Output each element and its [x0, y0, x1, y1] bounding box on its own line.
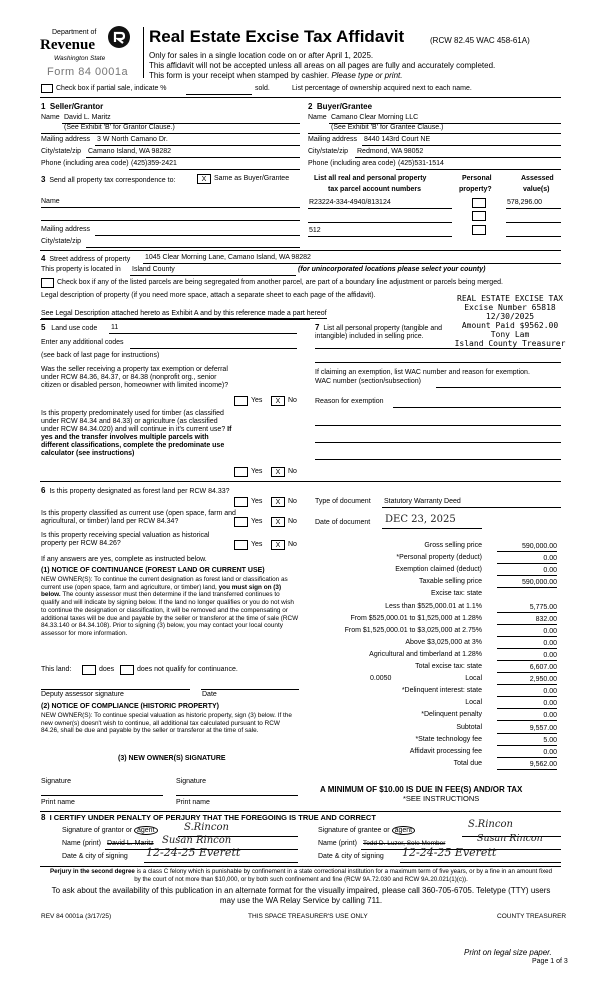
no-label: No — [288, 518, 297, 525]
calc-value[interactable]: 0.00 — [497, 639, 557, 649]
rule — [41, 133, 300, 134]
rule — [506, 222, 561, 223]
rule — [315, 425, 561, 426]
rule — [40, 811, 561, 812]
grantor-signature[interactable]: S.Rincon — [184, 822, 229, 833]
calc-value[interactable]: 2,950.00 — [497, 675, 557, 685]
legal-desc[interactable]: See Legal Description attached hereto as Exhibit A and by this reference made a part hereof — [41, 310, 327, 319]
grantor-date-label: Date & city of signing — [62, 853, 128, 860]
continuance-text: NEW OWNER(S): To continue the current designation as forest land or classification as current use (open space, farm and agriculture, or timber) land, you must sign on (3) below. The county assessor must then determine if the land transferred continues to qualify and will indicate by signing below. If the land no longer qualifies or you do not wish to continue the designation or classification, it will be removed and the compensating or additional taxes will be due and payable by the seller or transferor at the time of sale (RCW 84.33.140 or 84.34.108). Prior to signing (3) below, you may contact your local county assessor for more information. — [41, 576, 299, 637]
q2-no-checkbox[interactable]: X — [271, 467, 285, 477]
title-citation: (RCW 82.45 WAC 458-61A) — [430, 36, 530, 45]
stamp-line: Amount Paid $9562.00 — [461, 321, 559, 330]
calc-value[interactable]: 0.00 — [497, 687, 557, 697]
grantee-signature[interactable]: S.Rincon — [468, 819, 513, 830]
rule — [86, 157, 300, 158]
buyer-name-label: Name — [308, 114, 327, 121]
segregated-label: Check box if any of the listed parcels are being segregated from another parcel, are part of a boundary line adjustment or parcels being merged. — [57, 279, 503, 286]
calc-value[interactable]: 832.00 — [497, 615, 557, 625]
calc-label: Above $3,025,000 at 3% — [405, 638, 482, 646]
seller-name[interactable]: David L. Maritz — [64, 114, 111, 121]
doc-date[interactable]: DEC 23, 2025 — [385, 514, 456, 525]
parcel-1[interactable]: R23224-334-4940/813124 — [309, 199, 391, 206]
current-use-no-checkbox[interactable]: X — [271, 517, 285, 527]
current-use-yes-checkbox[interactable] — [234, 517, 248, 527]
doc-type-label: Type of document — [315, 498, 371, 505]
rule — [400, 862, 561, 863]
calc-label: Exemption claimed (deduct) — [395, 566, 482, 574]
calc-label: From $525,000.01 to $1,525,000 at 1.28% — [350, 614, 482, 622]
sec4-label: 4 Street address of property — [41, 254, 131, 263]
see-instructions: *SEE INSTRUCTIONS — [403, 794, 480, 803]
partial-sale-label: Check box if partial sale, indicate % — [56, 85, 167, 92]
rule — [41, 689, 190, 690]
rule — [40, 481, 561, 482]
calc-value[interactable]: 5.00 — [497, 736, 557, 746]
land-use-code[interactable]: 11 — [111, 324, 119, 331]
revenue-logo-text: Revenue — [40, 37, 95, 53]
personal-checkbox-3[interactable] — [472, 225, 486, 235]
rule — [95, 235, 300, 236]
buyer-mail-label: Mailing address — [308, 136, 358, 143]
located-in-label: This property is located in — [41, 266, 121, 273]
perjury-notice: Perjury in the second degree is a class C felony which is punishable by confinement in a state correctional institution for a maximum term of five years, or by a fine in an amount fixed by the court of not more than $10,000, or by both such confinement and fine (RCW 9A.72.030 and RCW 9A.20.021(1)(c)). — [49, 868, 553, 883]
calc-value[interactable]: 590,000.00 — [497, 578, 557, 588]
q1-no-checkbox[interactable]: X — [271, 396, 285, 406]
treasurer-space: THIS SPACE TREASURER'S USE ONLY — [248, 913, 368, 920]
rule — [40, 250, 561, 251]
rule — [396, 169, 561, 170]
q1-yes-checkbox[interactable] — [234, 396, 248, 406]
rule — [130, 348, 297, 349]
q2-yes-checkbox[interactable] — [234, 467, 248, 477]
yes-label: Yes — [251, 498, 263, 505]
sec3-label: 3 Send all property tax correspondence to: — [41, 175, 176, 184]
personal-checkbox-2[interactable] — [472, 211, 486, 221]
buyer-name[interactable]: Camano Clear Morning LLC — [331, 114, 419, 121]
rule — [308, 222, 452, 223]
grantor-date-city[interactable]: 12-24-25 Everett — [146, 846, 241, 859]
additional-codes-label: Enter any additional codes — [41, 339, 124, 346]
calc-label: Local — [465, 699, 482, 707]
accessibility-note: To ask about the availability of this publication in an alternate format for the visually impaired, please call 360-705-6705. Teletype (TTY) users may use the WA Relay Service by calling 711. — [51, 886, 551, 905]
stamp-line: Island County Treasurer — [454, 339, 566, 348]
print-name-label: Print name — [41, 799, 75, 806]
grantee-sig-label: Signature of grantee or agent — [318, 827, 415, 835]
yes-label: Yes — [251, 397, 263, 404]
seller-mail[interactable]: 3 W North Camano Dr. — [97, 136, 168, 143]
calc-label: From $1,525,000.01 to $3,025,000 at 2.75% — [344, 626, 482, 634]
historic-question: Is this property receiving special valuation as historical property per RCW 84.26? — [41, 532, 210, 548]
calc-label: Taxable selling price — [418, 578, 482, 586]
rule — [129, 169, 300, 170]
ownership-note: List percentage of ownership acquired next to each name. — [292, 85, 472, 92]
sec3-mail-label: Mailing address — [41, 226, 91, 233]
rule — [315, 348, 561, 349]
rule — [109, 333, 297, 334]
buyer-name-2[interactable]: (See Exhibit 'B' for Grantee Clause.) — [331, 124, 444, 131]
compliance-heading: (2) NOTICE OF COMPLIANCE (HISTORIC PROPERTY) — [41, 703, 219, 710]
rule — [40, 866, 561, 867]
forest-yes-checkbox[interactable] — [234, 497, 248, 507]
rule — [176, 795, 298, 796]
rule — [201, 689, 299, 690]
wac-label: WAC number (section/subsection) — [315, 378, 421, 385]
partial-sold-label: sold. — [255, 85, 270, 92]
local-rate: 0.0050 — [370, 675, 392, 683]
rule — [355, 157, 561, 158]
grantee-name-label: Name (print) — [318, 840, 357, 847]
deputy-sig-label: Deputy assessor signature — [41, 691, 124, 698]
rule — [40, 97, 561, 98]
this-land-label: This land: — [41, 666, 72, 673]
partial-sale-checkbox[interactable] — [41, 84, 53, 93]
grantor-typed-name: David L. Maritz — [107, 840, 154, 847]
no-label: No — [288, 397, 297, 404]
stamp-line: Excise Number 65818 — [464, 303, 556, 312]
rule — [308, 133, 561, 134]
header-line-3: This form is your receipt when stamped by cashier. Please type or print. — [149, 71, 403, 80]
seller-phone[interactable]: (425)359-2421 — [131, 160, 177, 167]
assessed-1[interactable]: 578,296.00 — [507, 199, 543, 206]
seller-city[interactable]: Camano Island, WA 98282 — [88, 148, 172, 155]
calc-label: Total due — [453, 759, 482, 767]
rule — [315, 459, 561, 460]
grantor-name-label: Name (print) — [62, 840, 101, 847]
calc-label: Less than $525,000.01 at 1.1% — [385, 602, 482, 610]
yes-label: Yes — [251, 468, 263, 475]
rule — [41, 795, 163, 796]
calc-value[interactable]: 0.00 — [497, 566, 557, 576]
exemption-question: Was the seller receiving a property tax exemption or deferral under RCW 84.36, 84.37, or 84.38 (nonprofit org., senior citizen or disabled person, homeowner with limited income)? — [41, 366, 229, 390]
rule — [130, 275, 296, 276]
rule — [41, 207, 300, 208]
calc-label: *Delinquent interest: state — [401, 687, 482, 695]
calc-value[interactable]: 0.00 — [497, 554, 557, 564]
sec7-label: 7 List all personal property (tangible and intangible) included in selling price. — [315, 323, 443, 341]
buyer-city[interactable]: Redmond, WA 98052 — [357, 148, 424, 155]
calc-label: Subtotal — [456, 723, 482, 731]
historic-yes-checkbox[interactable] — [234, 540, 248, 550]
calc-label: Gross selling price — [424, 542, 482, 549]
rule — [362, 145, 561, 146]
rule — [41, 220, 300, 221]
calc-value[interactable]: 0.00 — [497, 699, 557, 709]
no-label: No — [288, 541, 297, 548]
does-not-checkbox[interactable] — [120, 665, 134, 675]
buyer-phone-label: Phone (including area code) — [308, 160, 396, 167]
personal-header-1: Personal — [462, 175, 492, 182]
header-line-2: This affidavit will not be accepted unless all areas on all pages are fully and accurately completed. — [149, 61, 496, 70]
yes-label: Yes — [251, 518, 263, 525]
seller-name-label: Name — [41, 114, 60, 121]
grantee-typed-name: Todd D. Luzer, Sole Member — [363, 840, 446, 847]
does-checkbox[interactable] — [82, 665, 96, 675]
grantor-sig-label: Signature of grantor or agent — [62, 827, 158, 835]
continuance-heading: (1) NOTICE OF CONTINUANCE (FOREST LAND OR CURRENT USE) — [41, 567, 265, 574]
calc-label: Excise tax: state — [431, 590, 482, 598]
form-number: Form 84 0001a — [47, 66, 129, 78]
parcel-header-1: List all real and personal property — [314, 175, 427, 182]
segregated-checkbox[interactable] — [41, 278, 54, 288]
calc-label: Agricultural and timberland at 1.28% — [369, 650, 482, 658]
signature-label: Signature — [41, 778, 71, 785]
calc-value[interactable] — [497, 590, 557, 600]
see-back-label: (see back of last page for instructions) — [41, 352, 160, 359]
deputy-date-label: Date — [202, 691, 217, 698]
legal-size-note: Print on legal size paper. — [464, 948, 552, 957]
calc-label: Local — [465, 675, 482, 683]
personal-header-2: property? — [459, 186, 492, 193]
grantee-name[interactable]: Susan Rincon — [477, 833, 543, 844]
rule — [308, 236, 452, 237]
rule — [436, 387, 561, 388]
revenue-logo-icon — [108, 26, 130, 48]
calc-label: *Delinquent penalty — [421, 711, 482, 719]
does-label: does — [99, 666, 115, 673]
calc-value[interactable]: 0.00 — [497, 651, 557, 661]
rule — [95, 145, 300, 146]
dept-label: Department of — [52, 29, 97, 36]
grantee-date-label: Date & city of signing — [318, 853, 384, 860]
forest-question: 6 Is this property designated as forest land per RCW 84.33? — [41, 486, 230, 495]
rule — [308, 208, 452, 209]
treasurer-stamp — [446, 294, 574, 348]
timber-question: Is this property predominately used for timber (as classified under RCW 84.34 and 84.33) or agriculture (as classified under RCW 84.34.020) and will continue in it's current use? If yes and the transfer involves multiple parcels with different classifications, complete the predominate use calculator (see instructions) — [41, 410, 232, 458]
certify-statement: 8 I CERTIFY UNDER PENALTY OF PERJURY THAT THE FOREGOING IS TRUE AND CORRECT — [41, 813, 376, 822]
calc-label: *Personal property (deduct) — [396, 554, 482, 562]
assessed-header-2: value(s) — [523, 186, 550, 193]
sec5-label: 5 Land use code — [41, 323, 98, 332]
calc-label: Total excise tax: state — [415, 663, 482, 670]
rule — [382, 528, 482, 529]
assessed-header-1: Assessed — [521, 175, 554, 182]
county-treasurer-label: COUNTY TREASURER — [497, 913, 567, 920]
exemption-claim-label: If claiming an exemption, list WAC number and reason for exemption. — [315, 369, 530, 376]
buyer-phone[interactable]: (425)531-1514 — [398, 160, 444, 167]
compliance-text: NEW OWNER(S): To continue special valuation as historic property, sign (3) below. If the new owner(s) doesn't wish to continue, all additional tax calculated pursuant to RCW 84.26, shall be due and payable by the seller or transferor at the time of sale. — [41, 712, 292, 735]
no-label: No — [288, 498, 297, 505]
state-label: Washington State — [54, 55, 106, 62]
calc-value[interactable]: 5,775.00 — [497, 603, 557, 613]
stamp-line: 12/30/2025 — [485, 312, 535, 321]
calc-label: Affidavit processing fee — [409, 747, 482, 755]
historic-no-checkbox[interactable]: X — [271, 540, 285, 550]
sec3-city-label: City/state/zip — [41, 238, 82, 245]
parcel-header-2: tax parcel account numbers — [328, 186, 421, 193]
calc-value[interactable]: 0.00 — [497, 748, 557, 758]
buyer-heading: 2 Buyer/Grantee — [308, 102, 373, 111]
header-line-1: Only for sales in a single location code on or after April 1, 2025. — [149, 51, 374, 60]
same-as-buyer-checkbox[interactable]: X — [197, 174, 211, 184]
rule — [315, 362, 561, 363]
property-address[interactable]: 1045 Clear Morning Lane, Camano Island, WA 98282 — [145, 254, 311, 261]
rule — [393, 407, 561, 408]
seller-heading: 1 Seller/Grantor — [41, 102, 104, 111]
current-use-question: Is this property classified as current use (open space, farm and agricultural, or timber) land per RCW 84.34? — [41, 510, 236, 526]
yes-label: Yes — [251, 541, 263, 548]
parcel-2[interactable]: 512 — [309, 227, 321, 234]
sec3-name-label: Name — [41, 198, 60, 205]
new-owner-heading: (3) NEW OWNER(S) SIGNATURE — [118, 755, 226, 762]
doc-type[interactable]: Statutory Warranty Deed — [384, 498, 461, 505]
rule — [143, 263, 561, 264]
calc-value[interactable]: 590,000.00 — [497, 542, 557, 552]
rule — [40, 319, 310, 320]
personal-checkbox-1[interactable] — [472, 198, 486, 208]
rule — [382, 507, 561, 508]
rule — [506, 208, 561, 209]
calc-value[interactable]: 6,607.00 — [497, 663, 557, 673]
buyer-city-label: City/state/zip — [308, 148, 349, 155]
buyer-mail[interactable]: 8440 143rd Court NE — [364, 136, 431, 143]
agent-circle: agent — [392, 826, 416, 835]
rule — [315, 442, 561, 443]
page-number: Page 1 of 3 — [532, 958, 568, 965]
seller-mail-label: Mailing address — [41, 136, 91, 143]
seller-city-label: City/state/zip — [41, 148, 82, 155]
stamp-line: REAL ESTATE EXCISE TAX — [457, 294, 563, 303]
signature-label: Signature — [176, 778, 206, 785]
rule — [86, 247, 300, 248]
print-name-label: Print name — [176, 799, 210, 806]
answers-note: If any answers are yes, complete as instructed below. — [41, 556, 207, 563]
calc-value[interactable]: 9,562.00 — [497, 760, 557, 770]
header-divider — [143, 27, 144, 78]
grantor-name[interactable]: Susan Rincon — [162, 835, 232, 846]
page-title: Real Estate Excise Tax Affidavit — [149, 27, 405, 46]
unincorporated-note: (for unincorporated locations please select your county) — [298, 266, 486, 273]
partial-percent-line — [186, 94, 252, 95]
seller-phone-label: Phone (including area code) — [41, 160, 129, 167]
seller-name-2[interactable]: (See Exhibit 'B' for Grantor Clause.) — [64, 124, 175, 131]
reason-label: Reason for exemption — [315, 398, 384, 405]
calc-value[interactable]: 0.00 — [497, 711, 557, 721]
stamp-line: Tony Lam — [490, 330, 530, 339]
doc-date-label: Date of document — [315, 519, 371, 526]
minimum-fee-note: A MINIMUM OF $10.00 IS DUE IN FEE(S) AND/OR TAX — [320, 785, 523, 794]
calc-value[interactable]: 0.00 — [497, 627, 557, 637]
rule — [144, 862, 298, 863]
calc-label: *State technology fee — [415, 735, 482, 743]
county[interactable]: Island County — [132, 266, 175, 273]
no-label: No — [288, 468, 297, 475]
rule — [506, 236, 561, 237]
forest-no-checkbox[interactable]: X — [271, 497, 285, 507]
does-not-label: does not qualify for continuance. — [137, 666, 238, 673]
form-revision: REV 84 0001a (3/17/25) — [41, 913, 112, 920]
legal-desc-label: Legal description of property (if you need more space, attach a separate sheet to each page of the affidavit). — [41, 292, 376, 299]
same-as-buyer-label: Same as Buyer/Grantee — [214, 175, 290, 182]
calc-value[interactable]: 9,557.00 — [497, 724, 557, 734]
agent-circle: agent — [134, 826, 158, 835]
grantee-date-city[interactable]: 12-24-25 Everett — [402, 846, 497, 859]
